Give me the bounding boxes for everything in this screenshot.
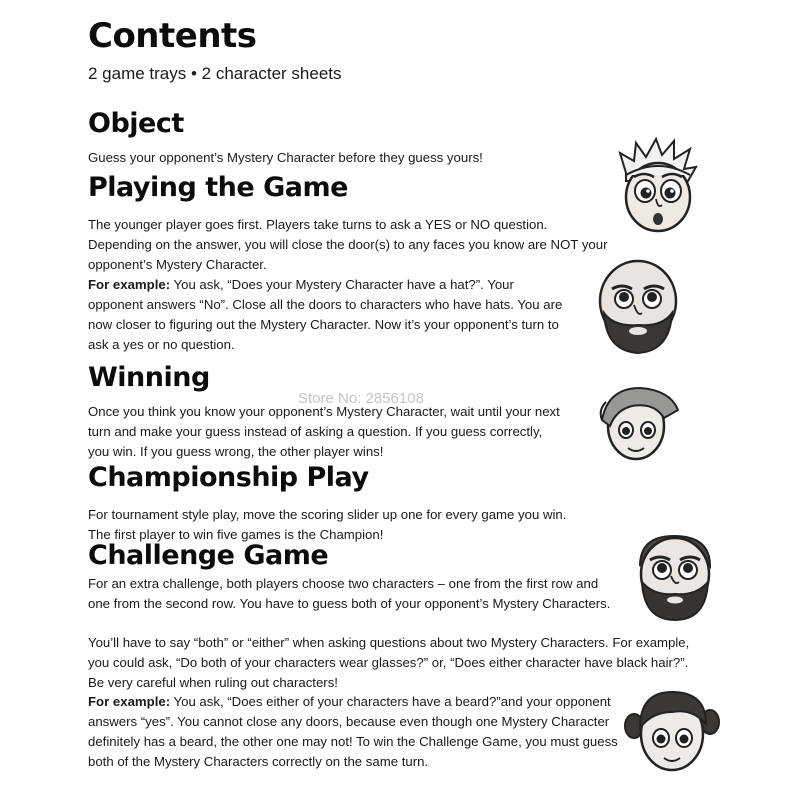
example-label: For example: [88,694,171,709]
character-face-spiky-hair-icon [612,135,702,235]
winning-text: Once you think you know your opponent’s Mystery Character, wait until your next turn and make your guess instead of asking a question. If you guess correctly, you win. If you guess wrong, the other player wins! [88,404,560,459]
character-face-girl-pigtails-icon [622,682,722,778]
object-heading: Object [88,108,184,139]
object-text: Guess your opponent’s Mystery Character before they guess yours! [88,150,483,165]
challenge-both-either-text: You’ll have to say “both” or “either” when asking questions about two Mystery Characters. For example, you could ask, “Do both of your characters wear glasses?” or, “Does either character have black hair?”. Be very careful when ruling out characters! [88,635,690,690]
winning-heading: Winning [88,362,210,393]
challenge-heading: Challenge Game [88,540,329,571]
character-face-beard-curly-icon [630,530,720,622]
championship-text: For tournament style play, move the scoring slider up one for every game you win. The first player to win five games is the Champion! [88,507,567,542]
playing-example-text [88,275,568,355]
store-watermark: Store No: 2856108 [298,390,424,407]
championship-heading: Championship Play [88,462,369,493]
challenge-intro-text: For an extra challenge, both players choose two characters – one from the first row and one from the second row. You have to guess both of your opponent’s Mystery Characters. [88,576,611,611]
example-body: You ask, “Does your Mystery Character have a hat?”. Your opponent answers “No”. Close all the doors to characters who have hats. You are now closer to figuring out the Mystery Character. Now it’s your opponent’s turn to ask a yes or no question. [88,277,563,352]
playing-heading: Playing the Game [88,172,348,203]
challenge-example-text [88,692,618,772]
playing-rules-text: The younger player goes first. Players take turns to ask a YES or NO question. Depending on the answer, you will close the door(s) to any faces you know are NOT your opponent’s Mystery Character. [88,217,608,272]
character-face-bald-beard-icon [592,255,684,355]
contents-heading: Contents [88,16,257,56]
example-body: You ask, “Does either of your characters have a beard?”and your opponent answers “yes”. You cannot close any doors, because even though one Mystery Character definitely has a beard, the other one may not! To win the Challenge Game, you must guess both of the Mystery Characters correctly on the same turn. [88,694,618,769]
example-label: For example: [88,277,171,292]
contents-list: 2 game trays • 2 character sheets [88,64,342,83]
character-face-girl-bangs-icon [592,380,684,464]
